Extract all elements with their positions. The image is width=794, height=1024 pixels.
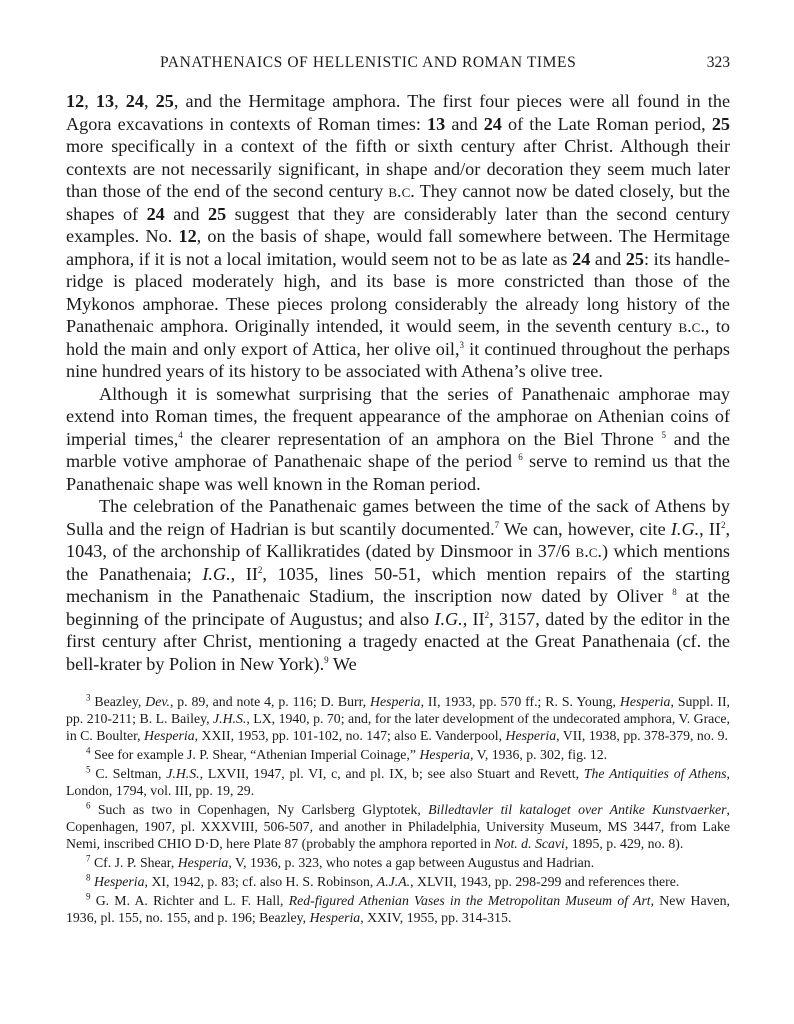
note-ref: 3 [86, 692, 91, 703]
ref-number: 24 [572, 248, 591, 269]
note-ref: 4 [86, 745, 91, 756]
note-ref: 9 [324, 654, 329, 665]
italic-title: Red-figured Athenian Vases in the Metropolitan Museum of Art [288, 893, 651, 908]
footnote: $^7$ Cf. J. P. Shear, Hesperia, V, 1936, p. 323, who notes a gap between Augustus and Hadrian. [86, 853, 595, 870]
ref-number: 24 [483, 113, 502, 134]
ref-number: 25 [207, 203, 227, 224]
note-ref: 6 [86, 800, 91, 811]
italic-title: J.H.S. [166, 766, 200, 781]
era-abbreviation: b.c. [388, 181, 415, 201]
paragraph: The celebration of the Panathenaic games between the time of the sack of Athens by Sulla and the reign of Hadrian is but scantily documented.$^7$ We can, however, cite I.G., $II^2$, 1043, of the archonship of Kallikratides (dated by Dinsmoor in 37/6 b.c.) which mentions the Panathenaia; I.G., $II^2$, 1035, lines 50-51, which mention repairs of the starting mechanism in the Panathenaic Stadium, the inscription now dated by Oliver $^8$ at the beginning of the principate of Augustus; and also I.G., $II^2$, 3157, dated by the editor in the first century after Christ, mentioning a tragedy enacted at the Great Panathenaia (cf. the bell-krater by Polion in New York).$^9$ We [66, 496, 730, 674]
note-ref: 9 [86, 891, 91, 902]
note-ref: 4 [178, 429, 183, 440]
italic-title: Hesperia [309, 910, 361, 925]
italic-title: J.H.S. [213, 711, 247, 726]
note-ref: 6 [518, 451, 523, 462]
italic-title: I.G. [670, 518, 700, 539]
note-ref: 5 [661, 429, 667, 440]
italic-title: Hesperia [619, 694, 671, 709]
italic-title: Billedtavler til kataloget over Antike Kunstvaerker [428, 802, 727, 817]
ref-number: 25 [155, 91, 174, 111]
paragraph: 12, 13, 24, 25, and the Hermitage amphora. The first four pieces were all found in the Agora excavations in contexts of Roman times: 13 and 24 of the Late Roman period, 25 more specifically in a context of the fifth or sixth century after Christ. Although their contexts are not necessarily significant, in shape and/or decoration they seem much later than those of the end of the second century b.c. They cannot now be dated closely, but the shapes of 24 and 25 suggest that they are considerably later than the second century examples. No. 12, on the basis of shape, would fall somewhere between. The Hermitage amphora, if it is not a local imitation, would seem not to be as late as 24 and 25: its handle-ridge is placed moderately high, and its base is more constricted than those of the Mykonos amphorae. These pieces prolong considerably the already long history of the Panathenaic amphora. Originally intended, it would seem, in the seventh century b.c., to hold the main and only export of Attica, her olive oil,$^3$ it continued throughout the perhaps nine hundred years of its history to be associated with Athena’s olive tree. [66, 91, 731, 381]
footnotes [66, 693, 730, 926]
note-ref: 8 [86, 872, 91, 883]
paragraph: Although it is somewhat surprising that the series of Panathenaic amphorae may extend into Roman times, the frequent appearance of the amphorae on Athenian coins of imperial times,$^4$ the clearer representation of an amphora on the Biel Throne $^5$ and the marble votive amphorae of Panathenaic shape of the period $^6$ serve to remind us that the Panathenaic shape was well known in the Roman period. [66, 383, 730, 494]
italic-title: Hesperia [505, 728, 557, 743]
era-abbreviation: b.c. [575, 541, 602, 561]
footnote: $^5$ C. Seltman, J.H.S., LXVII, 1947, pl. VI, c, and pl. IX, b; see also Stuart and Revett, The Antiquities of Athens, London, 1794, vol. III, pp. 19, 29. [66, 764, 730, 798]
running-header [66, 50, 730, 76]
italic-title: Hesperia [144, 728, 195, 743]
note-ref: 7 [86, 853, 91, 864]
italic-title: Hesperia [369, 694, 421, 709]
italic-title: Hesperia [419, 747, 471, 762]
footnote: $^6$ Such as two in Copenhagen, Ny Carlsberg Glyptotek, Billedtavler til kataloget over Antike Kunstvaerker, Copenhagen, 1907, pl. XXXVIII, 506-507, and another in Philadelphia, University Museum, MS 3447, from Lake Nemi, inscribed CHIO D·D, here Plate 87 (probably the amphora reported in Not. d. Scavi, 1895, p. 429, no. 8). [66, 800, 730, 851]
note-ref: 5 [86, 764, 91, 775]
ref-number: 13 [427, 113, 446, 134]
note-ref: 8 [672, 586, 677, 597]
note-ref: 2 [720, 519, 726, 530]
italic-title: Not. d. Scavi [494, 836, 565, 851]
note-ref: 7 [494, 519, 500, 530]
note-ref: 3 [459, 339, 465, 350]
era-abbreviation: b.c. [678, 316, 705, 336]
ref-number: 24 [146, 203, 165, 224]
italic-title: Hesperia [93, 874, 145, 889]
italic-title: The Antiquities of Athens [583, 766, 727, 781]
ref-number: 12 [178, 226, 197, 246]
italic-title: I.G. [202, 563, 231, 584]
footnote: $^9$ G. M. A. Richter and L. F. Hall, Red-figured Athenian Vases in the Metropolitan Museum of Art, New Haven, 1936, pl. 155, no. 155, and p. 196; Beazley, Hesperia, XXIV, 1955, pp. 314-315. [66, 891, 731, 925]
note-ref: 2 [484, 609, 490, 620]
italic-title: A.J.A. [376, 874, 411, 889]
italic-title: I.G. [434, 608, 463, 629]
page [66, 50, 730, 928]
italic-title: Dev. [145, 694, 170, 709]
footnote: $^4$ See for example J. P. Shear, “Athenian Imperial Coinage,” Hesperia, V, 1936, p. 302, fig. 12. [86, 745, 608, 762]
footnote: $^3$ Beazley, Dev., p. 89, and note 4, p. 116; D. Burr, Hesperia, II, 1933, pp. 570 ff.; R. S. Young, Hesperia, Suppl. II, pp. 210-211; B. L. Bailey, J.H.S., LX, 1940, p. 70; and, for the later development of the undecorated amphora, V. Grace, in C. Boulter, Hesperia, XXII, 1953, pp. 101-102, no. 147; also E. Vanderpool, Hesperia, VII, 1938, pp. 378-379, no. 9. [66, 692, 731, 743]
ref-number: 12 [66, 91, 85, 111]
page-number: 323 [706, 54, 730, 71]
ref-number: 13 [95, 91, 115, 111]
italic-title: Hesperia [177, 855, 229, 870]
ref-number: 25 [711, 113, 730, 134]
note-ref: 2 [257, 564, 263, 575]
ref-number: 24 [125, 91, 144, 111]
ref-number: 25 [625, 248, 644, 269]
body-text [66, 90, 730, 675]
running-title: PANATHENAICS OF HELLENISTIC AND ROMAN TIMES [160, 54, 577, 71]
footnote: $^8$ Hesperia, XI, 1942, p. 83; cf. also H. S. Robinson, A.J.A., XLVII, 1943, pp. 298-299 and references there. [86, 872, 680, 889]
